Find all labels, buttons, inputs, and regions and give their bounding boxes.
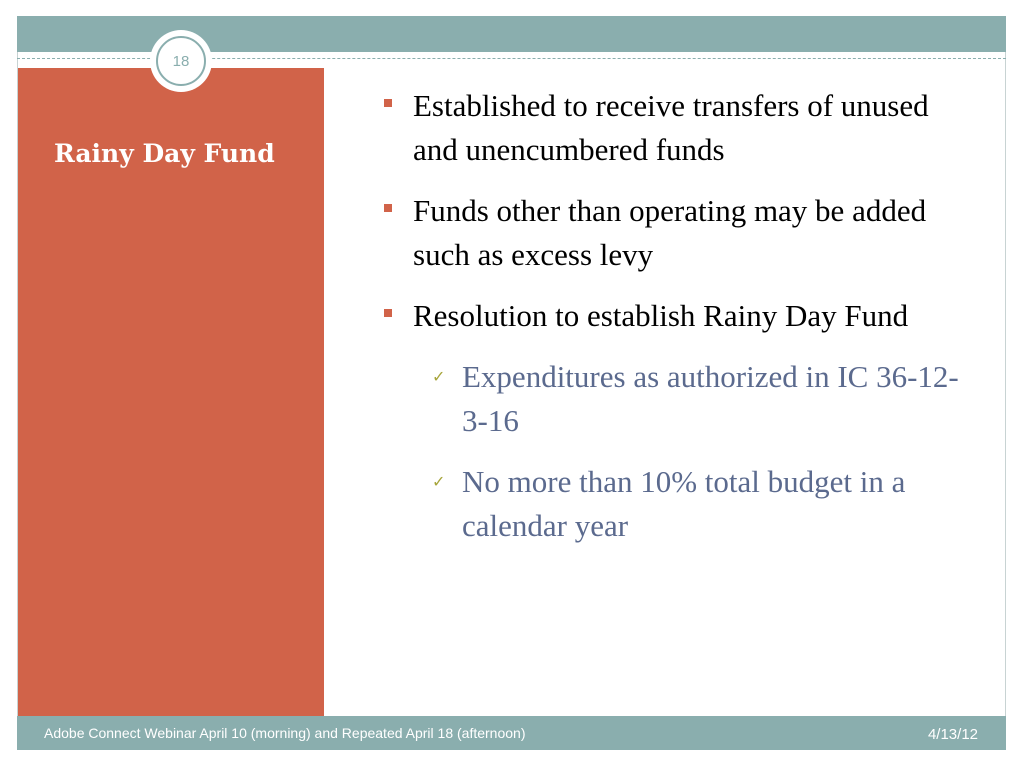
bullet-item: [380, 294, 980, 338]
bullet-item: [380, 84, 980, 172]
bullet-text: Resolution to establish Rainy Day Fund: [413, 298, 909, 333]
square-bullet-icon: [384, 99, 392, 107]
page-number: 18: [156, 36, 206, 86]
footer-text: Adobe Connect Webinar April 10 (morning) and Repeated April 18 (afternoon): [44, 725, 526, 741]
slide-title: Rainy Day Fund: [54, 139, 275, 168]
sub-bullet-item: [432, 355, 980, 443]
bullet-text: Funds other than operating may be added such as excess levy: [413, 193, 927, 272]
footer-date: 4/13/12: [927, 726, 978, 743]
sub-bullet-item: [432, 460, 980, 548]
content-area: [380, 84, 980, 565]
check-mark-icon: ✓: [432, 367, 446, 386]
square-bullet-icon: [384, 204, 392, 212]
sub-bullet-text: Expenditures as authorized in IC 36-12-3-16: [462, 359, 959, 438]
bullet-text: Established to receive transfers of unused and unencumbered funds: [413, 88, 929, 167]
square-bullet-icon: [384, 309, 392, 317]
bullet-item: [380, 189, 980, 277]
sub-bullet-text: No more than 10% total budget in a calendar year: [462, 464, 906, 543]
check-mark-icon: ✓: [432, 472, 446, 491]
